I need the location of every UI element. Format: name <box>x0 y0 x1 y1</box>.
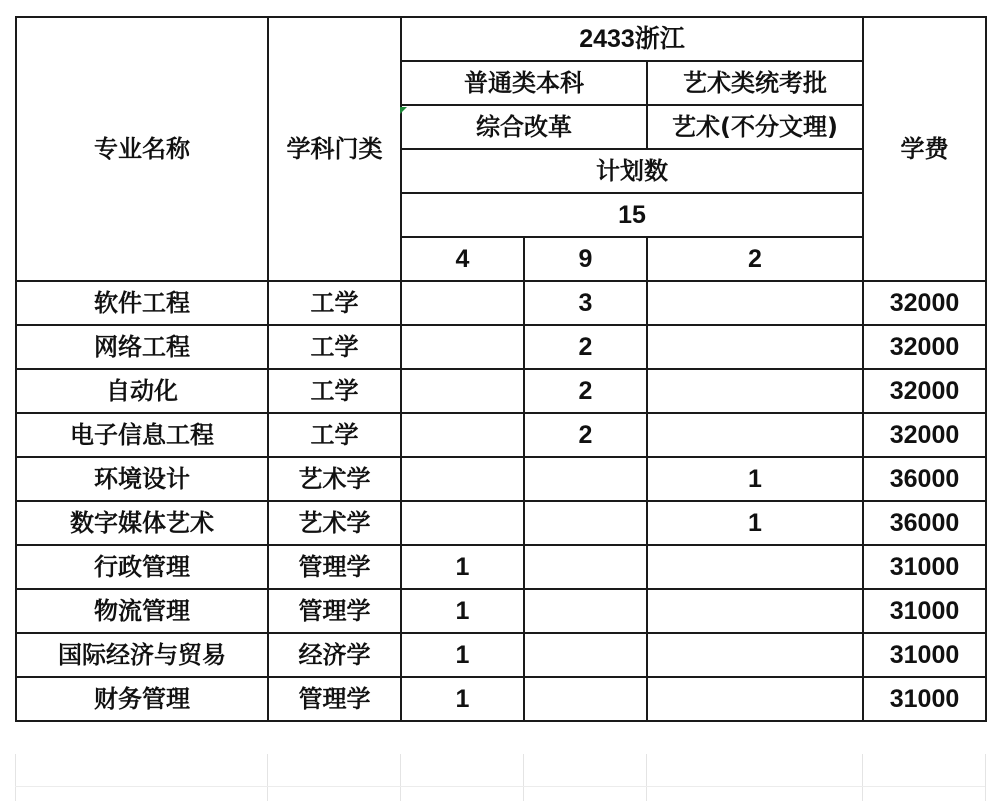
cell-plan-comprehensive-2 <box>524 633 647 677</box>
cell-plan-art <box>647 633 863 677</box>
cell-fee: 32000 <box>863 369 986 413</box>
cell-plan-comprehensive-1: 1 <box>401 589 524 633</box>
header-subtotal-3: 2 <box>647 237 863 281</box>
table-row <box>16 325 986 369</box>
cell-plan-comprehensive-2 <box>524 545 647 589</box>
header-batch-regular: 普通类本科 <box>401 61 647 105</box>
cell-fee: 32000 <box>863 281 986 325</box>
table-body <box>16 281 986 721</box>
table-row <box>16 281 986 325</box>
cell-fee: 31000 <box>863 633 986 677</box>
cell-plan-comprehensive-2 <box>524 501 647 545</box>
cell-category: 艺术学 <box>268 501 401 545</box>
cell-plan-comprehensive-1 <box>401 457 524 501</box>
enrollment-plan-table <box>15 16 987 722</box>
cell-plan-art <box>647 369 863 413</box>
grid-line <box>267 754 268 801</box>
cell-plan-comprehensive-1: 1 <box>401 545 524 589</box>
grid-line <box>15 754 16 801</box>
cell-major: 数字媒体艺术 <box>16 501 268 545</box>
cell-plan-art <box>647 325 863 369</box>
cell-plan-comprehensive-1 <box>401 325 524 369</box>
cell-major: 财务管理 <box>16 677 268 721</box>
header-province: 2433浙江 <box>401 17 863 61</box>
cell-category: 艺术学 <box>268 457 401 501</box>
cell-plan-comprehensive-2: 2 <box>524 369 647 413</box>
table-row <box>16 369 986 413</box>
header-fee: 学费 <box>863 17 986 281</box>
header-category: 学科门类 <box>268 17 401 281</box>
grid-line <box>15 786 985 787</box>
cell-plan-art <box>647 545 863 589</box>
table-row <box>16 457 986 501</box>
cell-fee: 32000 <box>863 413 986 457</box>
table-row <box>16 633 986 677</box>
table-row <box>16 413 986 457</box>
cell-fee: 31000 <box>863 677 986 721</box>
header-type-art: 艺术(不分文理) <box>647 105 863 149</box>
cell-major: 环境设计 <box>16 457 268 501</box>
table-row <box>16 589 986 633</box>
cell-plan-comprehensive-1: 1 <box>401 633 524 677</box>
header-plan-label: 计划数 <box>401 149 863 193</box>
grid-line <box>523 754 524 801</box>
cell-fee: 36000 <box>863 457 986 501</box>
cell-major: 行政管理 <box>16 545 268 589</box>
cell-category: 工学 <box>268 325 401 369</box>
cell-plan-art <box>647 677 863 721</box>
cell-major: 电子信息工程 <box>16 413 268 457</box>
table-row <box>16 677 986 721</box>
cell-plan-comprehensive-1 <box>401 369 524 413</box>
cell-major: 网络工程 <box>16 325 268 369</box>
cell-plan-comprehensive-1 <box>401 501 524 545</box>
cell-plan-comprehensive-1: 1 <box>401 677 524 721</box>
cell-plan-comprehensive-2: 2 <box>524 325 647 369</box>
cell-plan-art: 1 <box>647 501 863 545</box>
cell-category: 工学 <box>268 369 401 413</box>
grid-line <box>985 754 986 801</box>
header-plan-total: 15 <box>401 193 863 237</box>
cell-category: 工学 <box>268 413 401 457</box>
cell-category: 经济学 <box>268 633 401 677</box>
cell-plan-comprehensive-2 <box>524 589 647 633</box>
header-subtotal-2: 9 <box>524 237 647 281</box>
table-row <box>16 545 986 589</box>
cell-plan-comprehensive-1 <box>401 281 524 325</box>
grid-line <box>400 754 401 801</box>
cell-major: 自动化 <box>16 369 268 413</box>
table-row <box>16 501 986 545</box>
header-subtotal-1: 4 <box>401 237 524 281</box>
cell-plan-comprehensive-2 <box>524 677 647 721</box>
cell-fee: 31000 <box>863 545 986 589</box>
header-batch-art: 艺术类统考批 <box>647 61 863 105</box>
cell-plan-art <box>647 413 863 457</box>
grid-line <box>862 754 863 801</box>
cell-major: 国际经济与贸易 <box>16 633 268 677</box>
cell-comment-marker <box>400 107 407 114</box>
cell-fee: 36000 <box>863 501 986 545</box>
cell-plan-art <box>647 281 863 325</box>
cell-plan-art: 1 <box>647 457 863 501</box>
cell-category: 管理学 <box>268 545 401 589</box>
header-type-regular: 综合改革 <box>401 105 647 149</box>
cell-plan-comprehensive-2: 3 <box>524 281 647 325</box>
cell-plan-art <box>647 589 863 633</box>
table-header <box>16 17 986 281</box>
cell-category: 管理学 <box>268 677 401 721</box>
cell-fee: 32000 <box>863 325 986 369</box>
cell-plan-comprehensive-2: 2 <box>524 413 647 457</box>
cell-major: 软件工程 <box>16 281 268 325</box>
cell-category: 工学 <box>268 281 401 325</box>
cell-major: 物流管理 <box>16 589 268 633</box>
grid-line <box>646 754 647 801</box>
cell-plan-comprehensive-1 <box>401 413 524 457</box>
header-major: 专业名称 <box>16 17 268 281</box>
cell-plan-comprehensive-2 <box>524 457 647 501</box>
cell-fee: 31000 <box>863 589 986 633</box>
cell-category: 管理学 <box>268 589 401 633</box>
